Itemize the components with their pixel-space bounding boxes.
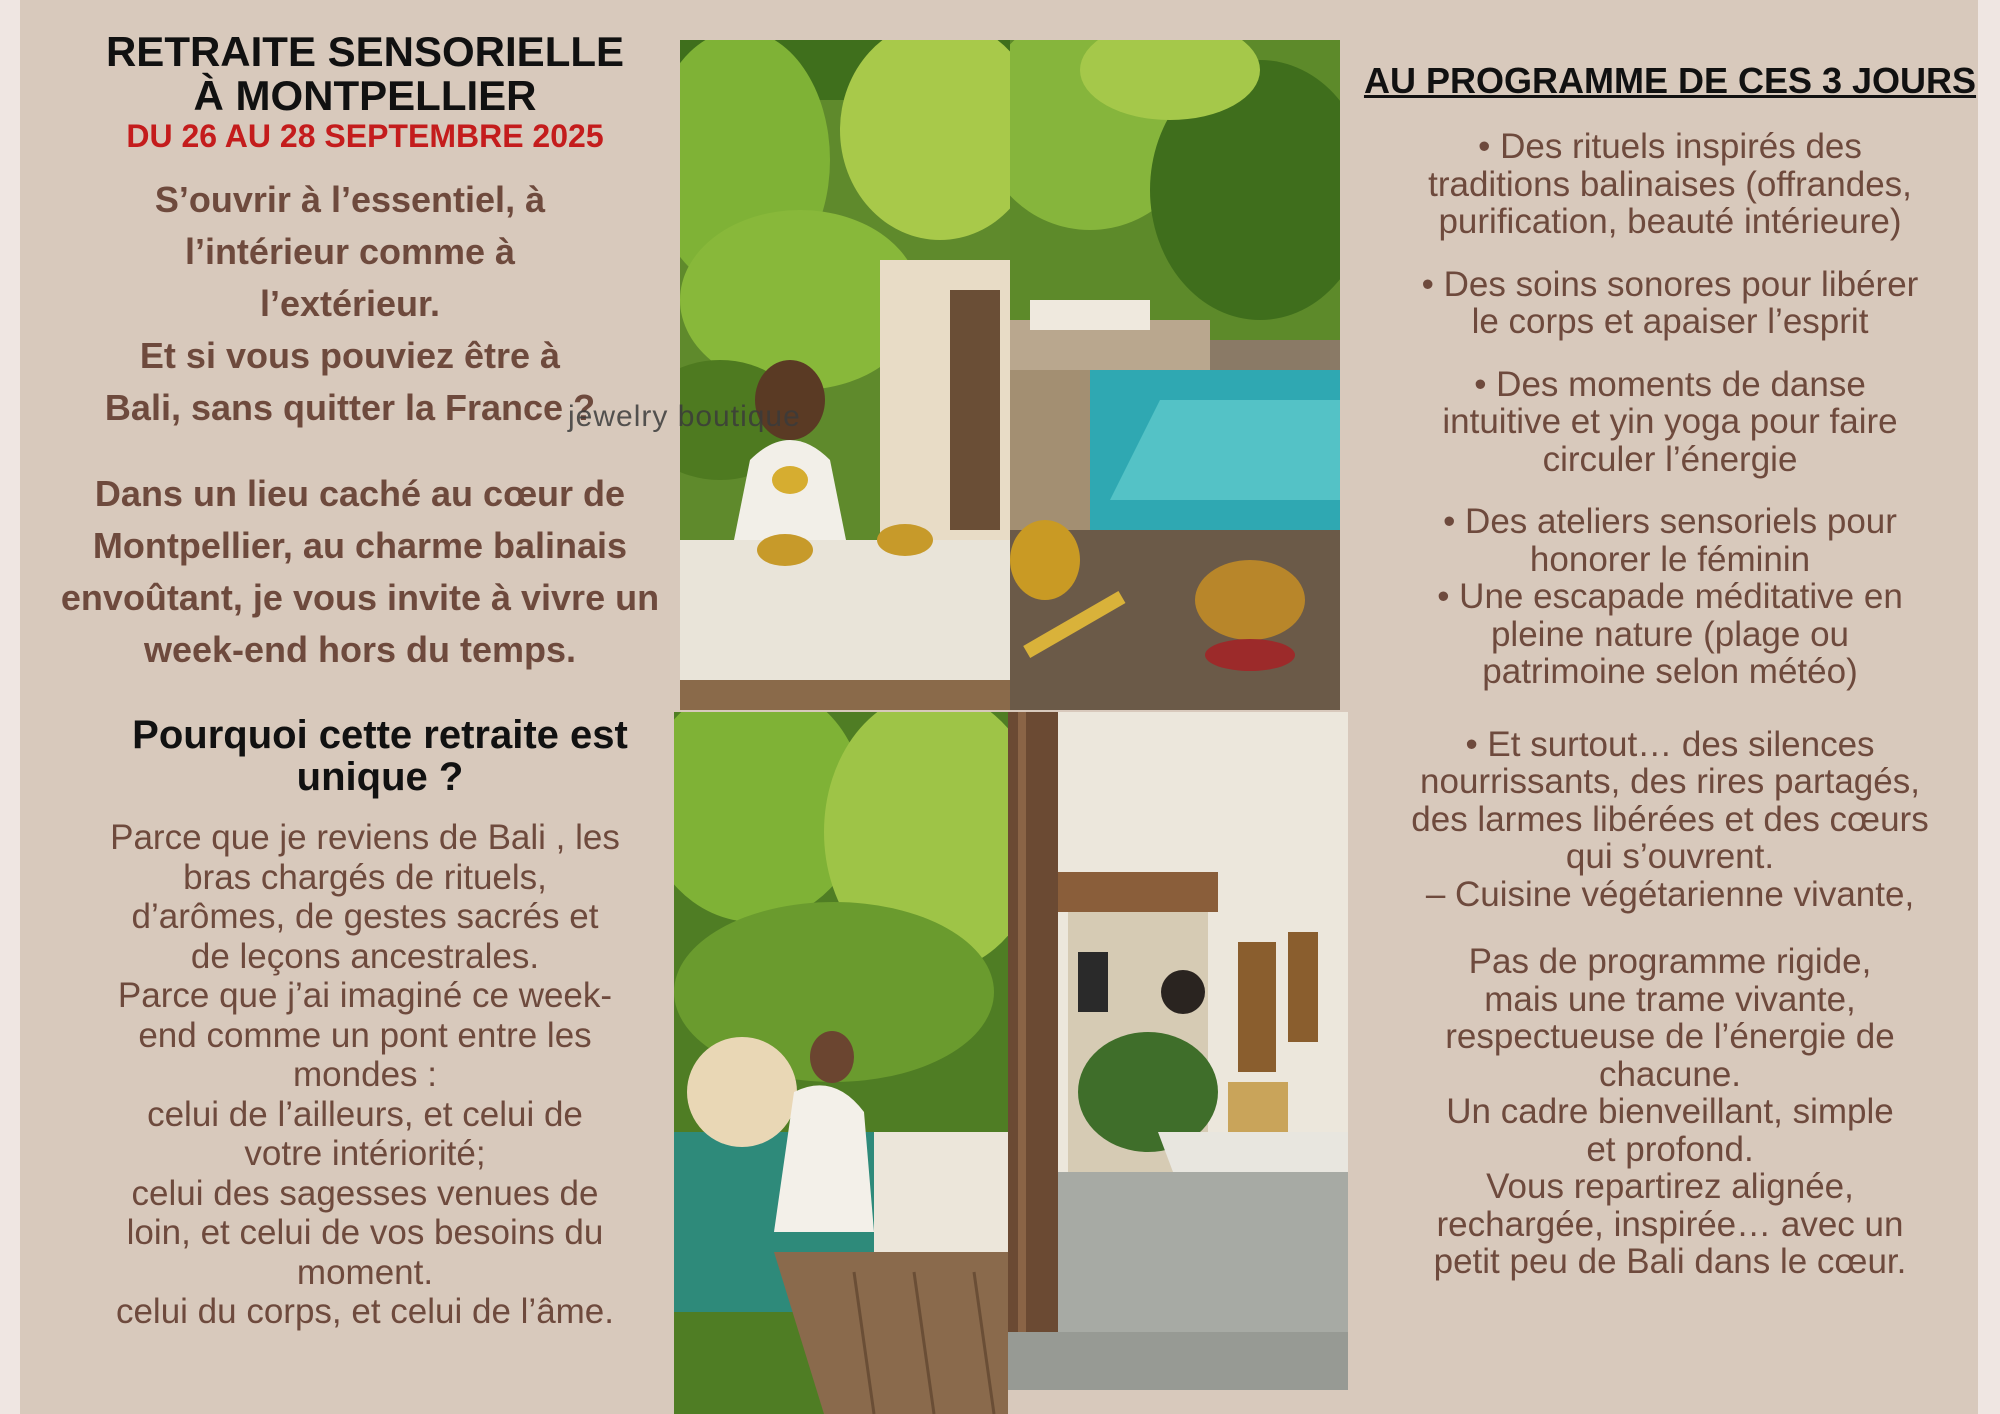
balinese-interior-photo xyxy=(1008,712,1348,1390)
intro-text: S’ouvrir à l’essentiel, à l’intérieur comme à l’extérieur. Et si vous pouviez être à Bali, sans quitter la France ? xyxy=(104,179,596,428)
program-heading: AU PROGRAMME DE CES 3 JOURS xyxy=(1363,60,1977,101)
woman-frame-drum-photo xyxy=(674,712,1008,1414)
woman-singing-bowls-photo xyxy=(680,40,1010,710)
closing-text: Pas de programme rigide, mais une trame vivante, respectueuse de l’énergie de chacune. Un cadre bienveillant, simple et profond. Vous repartirez alignée, rechargée, inspirée… avec un petit peu de Bali dans le cœur. xyxy=(1433,942,1907,1281)
right-column xyxy=(1360,62,1980,1281)
left-column xyxy=(20,30,710,1332)
intro-text-2: Dans un lieu caché au cœur de Montpellier, au charme balinais envoûtant, je vous invite à vivre un week-end hors du temps. xyxy=(60,473,660,670)
pool-singing-bowl-photo xyxy=(1010,40,1340,710)
program-item: • Des ateliers sensoriels pour honorer le féminin xyxy=(1443,502,1897,579)
retreat-title-line1: RETRAITE SENSORIELLE xyxy=(105,28,625,75)
program-item: • Des rituels inspirés des traditions balinaises (offrandes, purification, beauté intérieure) xyxy=(1428,127,1912,241)
why-body-text: Parce que je reviens de Bali , les bras chargés de rituels, d’arômes, de gestes sacrés et de leçons ancestrales. Parce que j’ai imaginé ce week- end comme un pont entre les mondes : celui de l’ailleurs, et celui de votre intériorité; celui des sagesses venues de loin, et celui de vos besoins du moment. celui du corps, et celui de l’âme. xyxy=(110,818,620,1331)
program-item: • Une escapade méditative en pleine nature (plage ou patrimoine selon météo) xyxy=(1437,577,1903,691)
watermark-text: jewelry boutique xyxy=(568,400,801,433)
program-item: • Des moments de danse intuitive et yin yoga pour faire circuler l’énergie xyxy=(1442,364,1898,479)
program-item: • Et surtout… des silences nourrissants, des rires partagés, des larmes libérées et des cœurs qui s’ouvrent. – Cuisine végétarienne vivante, xyxy=(1411,724,1929,914)
why-heading: Pourquoi cette retraite est unique ? xyxy=(132,713,628,799)
program-item: • Des soins sonores pour libérer le corps et apaiser l’esprit xyxy=(1421,264,1919,341)
retreat-title-line2: À MONTPELLIER xyxy=(193,72,537,119)
retreat-dates: DU 26 AU 28 SEPTEMBRE 2025 xyxy=(126,118,604,154)
